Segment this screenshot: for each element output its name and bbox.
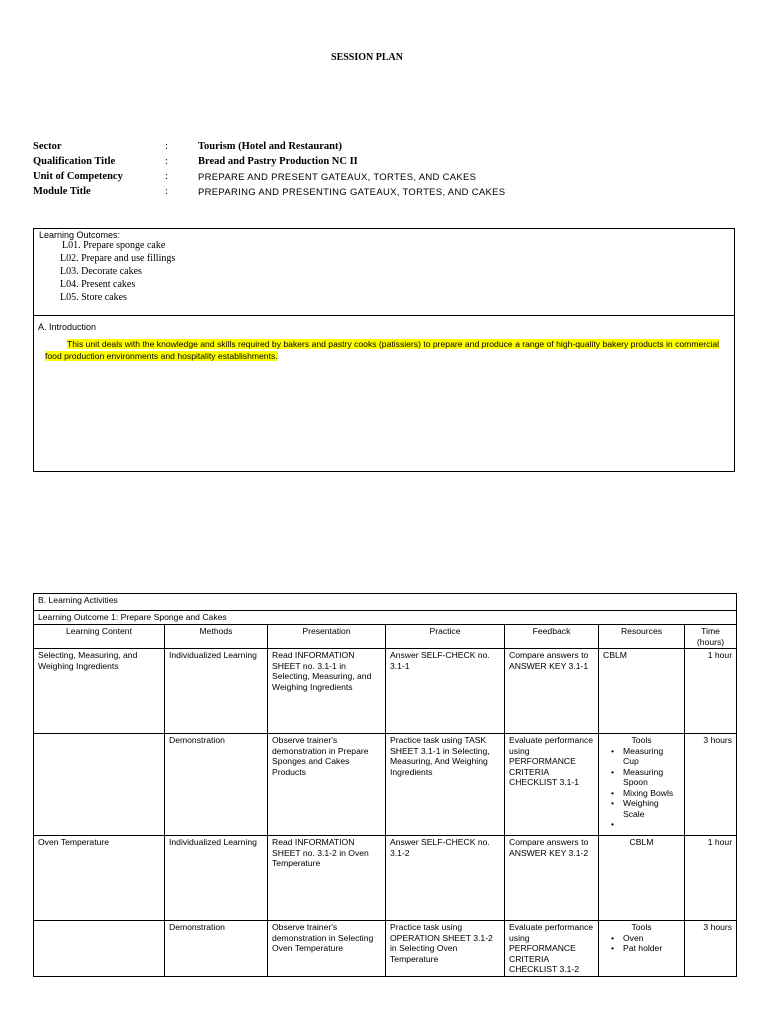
info-value: PREPARE AND PRESENT GATEAUX, TORTES, AND CAKES bbox=[198, 172, 477, 183]
info-label: Unit of Competency bbox=[33, 171, 123, 182]
table-row bbox=[34, 921, 737, 977]
learning-outcome-item: L01. Prepare sponge cake bbox=[62, 240, 166, 251]
info-label: Qualification Title bbox=[33, 156, 116, 167]
table-header-row bbox=[34, 625, 737, 649]
feedback-cell: Evaluate performance using PERFORMANCE CRITERIA CHECKLIST 3.1-2 bbox=[505, 921, 599, 977]
method-cell: Individualized Learning bbox=[165, 649, 268, 734]
learning-outcomes-heading: Learning Outcomes: bbox=[39, 230, 121, 240]
resources-label: Tools bbox=[631, 735, 652, 745]
tools-list-item: • Oven bbox=[615, 933, 680, 944]
practice-cell: Practice task using OPERATION SHEET 3.1-2 in Selecting Oven Temperature bbox=[386, 921, 505, 977]
feedback-cell: Compare answers to ANSWER KEY 3.1-1 bbox=[505, 649, 599, 734]
practice-cell: Answer SELF-CHECK no. 3.1-1 bbox=[386, 649, 505, 734]
tools-list bbox=[603, 933, 680, 954]
feedback-cell: Evaluate performance using PERFORMANCE CRITERIA CHECKLIST 3.1-1 bbox=[505, 734, 599, 836]
column-header: Presentation bbox=[268, 625, 386, 649]
time-cell: 3 hours bbox=[685, 921, 737, 977]
info-row-qualification bbox=[33, 156, 733, 170]
info-colon: : bbox=[165, 156, 168, 167]
resources-cell bbox=[599, 734, 685, 836]
time-cell: 3 hours bbox=[685, 734, 737, 836]
section-divider bbox=[34, 315, 734, 316]
resources-label: CBLM bbox=[603, 650, 627, 660]
info-row-sector bbox=[33, 141, 733, 155]
info-colon: : bbox=[165, 171, 168, 182]
learning-content-cell: Oven Temperature bbox=[34, 836, 165, 921]
table-row bbox=[34, 836, 737, 921]
learning-outcome-item: L05. Store cakes bbox=[60, 292, 127, 303]
presentation-cell: Observe trainer's demonstration in Prepare Sponges and Cakes Products bbox=[268, 734, 386, 836]
learning-content-cell bbox=[34, 734, 165, 836]
presentation-cell: Read INFORMATION SHEET no. 3.1-1 in Selecting, Measuring, and Weighing Ingredients bbox=[268, 649, 386, 734]
learning-outcome-heading: Learning Outcome 1: Prepare Sponge and Cakes bbox=[34, 611, 737, 625]
learning-activities-heading: B. Learning Activities bbox=[34, 594, 737, 611]
presentation-cell: Observe trainer's demonstration in Selecting Oven Temperature bbox=[268, 921, 386, 977]
info-value: PREPARING AND PRESENTING GATEAUX, TORTES, AND CAKES bbox=[198, 187, 506, 198]
learning-outcome-item: L02. Prepare and use fillings bbox=[60, 253, 176, 264]
tools-list-item bbox=[615, 819, 680, 830]
info-label: Module Title bbox=[33, 186, 91, 197]
learning-content-cell bbox=[34, 921, 165, 977]
learning-outcome-item: L04. Present cakes bbox=[60, 279, 136, 290]
column-header: Learning Content bbox=[34, 625, 165, 649]
resources-cell bbox=[599, 836, 685, 921]
resources-label: CBLM bbox=[629, 837, 654, 847]
info-value: Bread and Pastry Production NC II bbox=[198, 156, 358, 167]
tools-list-item: • Weighing Scale bbox=[615, 798, 680, 819]
learning-outcome-item: L03. Decorate cakes bbox=[60, 266, 142, 277]
column-header: Time (hours) bbox=[685, 625, 737, 649]
info-colon: : bbox=[165, 141, 168, 152]
column-header: Practice bbox=[386, 625, 505, 649]
column-header: Resources bbox=[599, 625, 685, 649]
introduction-text bbox=[45, 338, 733, 362]
column-header: Feedback bbox=[505, 625, 599, 649]
table-row bbox=[34, 734, 737, 836]
tools-list-item: • Measuring Spoon bbox=[615, 767, 680, 788]
time-cell: 1 hour bbox=[685, 649, 737, 734]
learning-outcomes-box bbox=[33, 228, 735, 472]
introduction-heading: A. Introduction bbox=[38, 322, 97, 332]
tools-list bbox=[603, 746, 680, 830]
info-row-unit bbox=[33, 171, 733, 185]
method-cell: Demonstration bbox=[165, 734, 268, 836]
column-header: Methods bbox=[165, 625, 268, 649]
resources-cell bbox=[599, 921, 685, 977]
learning-activities-table bbox=[33, 593, 737, 977]
info-label: Sector bbox=[33, 141, 62, 152]
introduction-highlighted-text: This unit deals with the knowledge and skills required by bakers and pastry cooks (patissiers) to prepare and produce a range of high-quality bakery products in commercial food production environments and hospitality establishments. bbox=[45, 339, 720, 361]
resources-label: Tools bbox=[631, 922, 652, 932]
time-cell: 1 hour bbox=[685, 836, 737, 921]
presentation-cell: Read INFORMATION SHEET no. 3.1-2 in Oven Temperature bbox=[268, 836, 386, 921]
method-cell: Individualized Learning bbox=[165, 836, 268, 921]
table-row bbox=[34, 649, 737, 734]
info-colon: : bbox=[165, 186, 168, 197]
method-cell: Demonstration bbox=[165, 921, 268, 977]
info-row-module bbox=[33, 186, 733, 200]
document-title: SESSION PLAN bbox=[331, 52, 403, 63]
practice-cell: Practice task using TASK SHEET 3.1-1 in Selecting, Measuring, And Weighing Ingredients bbox=[386, 734, 505, 836]
tools-list-item: • Measuring Cup bbox=[615, 746, 680, 767]
practice-cell: Answer SELF-CHECK no. 3.1-2 bbox=[386, 836, 505, 921]
feedback-cell: Compare answers to ANSWER KEY 3.1-2 bbox=[505, 836, 599, 921]
resources-cell bbox=[599, 649, 685, 734]
info-value: Tourism (Hotel and Restaurant) bbox=[198, 141, 342, 152]
tools-list-item: • Pat holder bbox=[615, 943, 680, 954]
tools-list-item: • Mixing Bowls bbox=[615, 788, 680, 799]
learning-content-cell: Selecting, Measuring, and Weighing Ingredients bbox=[34, 649, 165, 734]
